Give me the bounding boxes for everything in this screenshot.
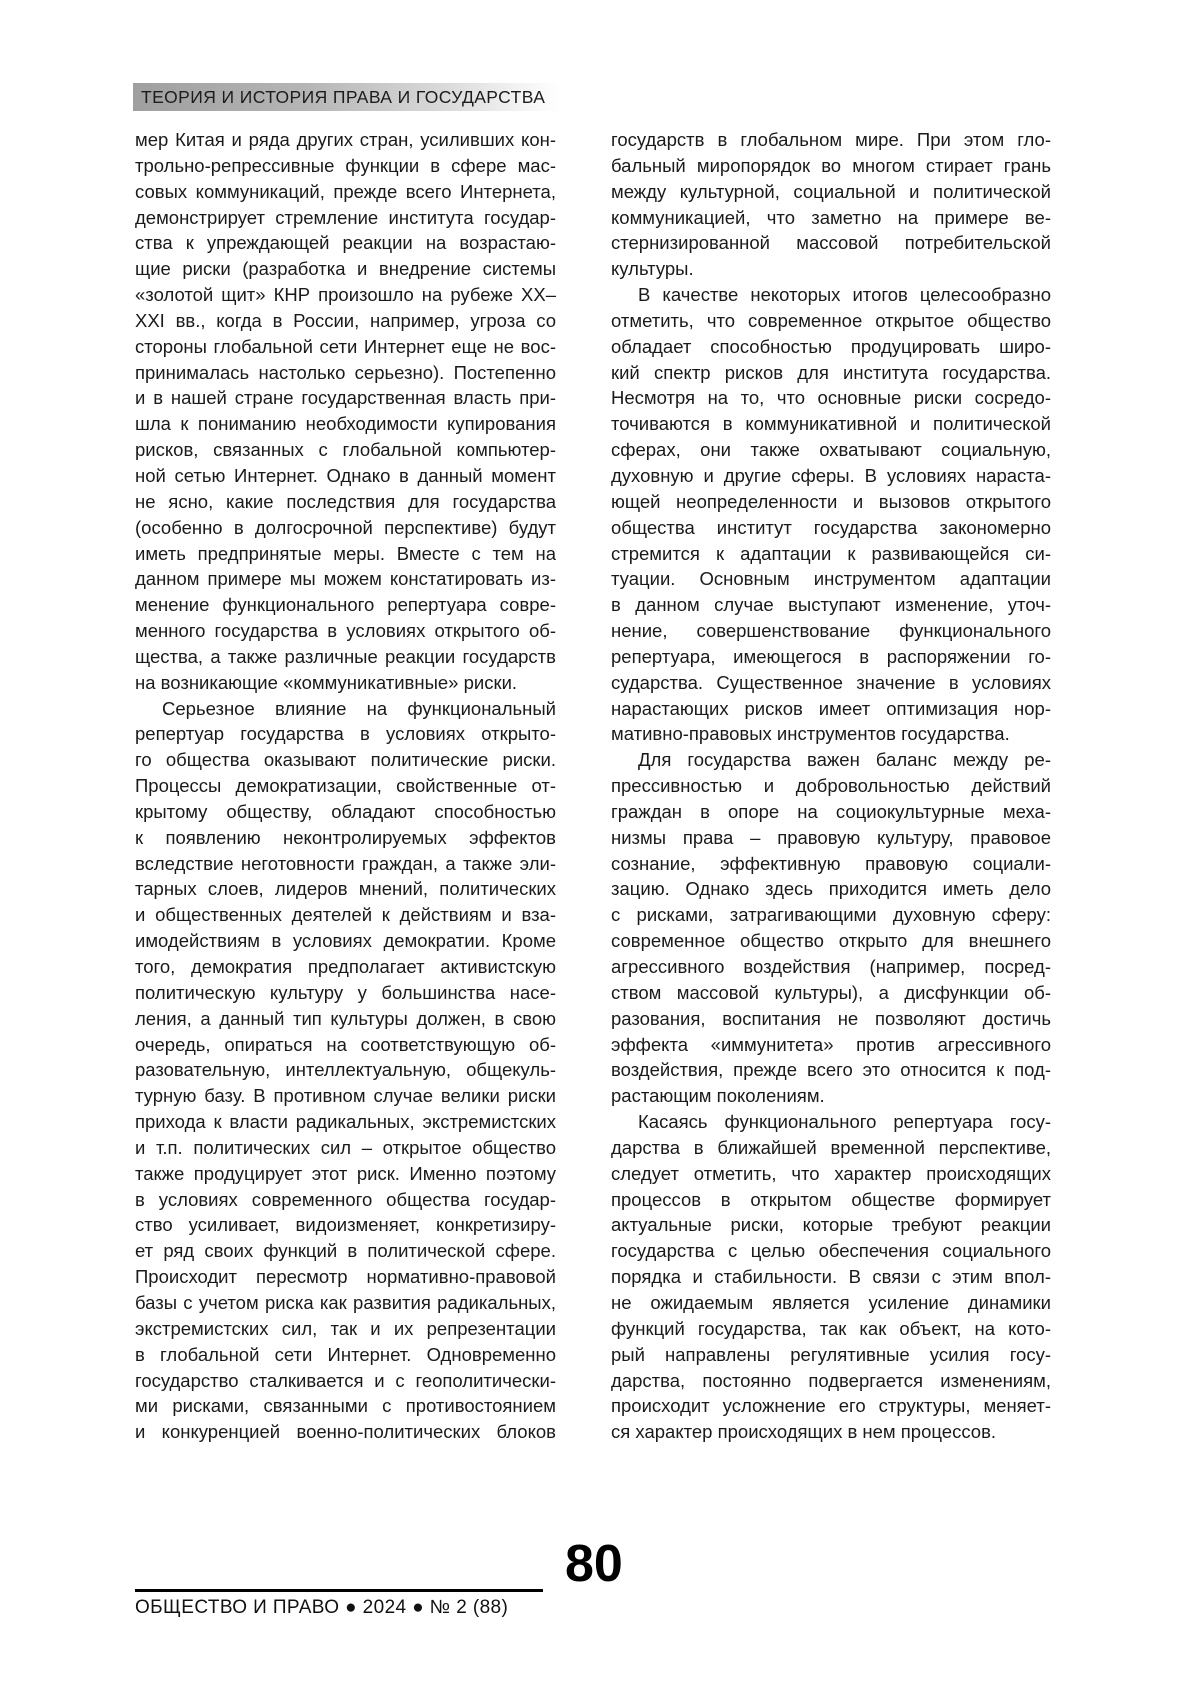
text-line: также продуцирует этот риск. Именно поэтому — [135, 1162, 556, 1184]
text-line: рисков, связанных с глобальной компьютер- — [135, 439, 556, 461]
text-line: не ожидаемым является усиление динамики — [611, 1291, 1051, 1313]
text-line: (особенно в долгосрочной перспективе) будут — [135, 516, 556, 538]
section-title: ТЕОРИЯ И ИСТОРИЯ ПРАВА И ГОСУДАРСТВА — [141, 86, 546, 107]
text-line: мативно-правовых инструментов государства. — [611, 723, 1010, 745]
text-line: Для государства важен баланс между ре- — [638, 749, 1051, 771]
text-line: между культурной, социальной и политической — [611, 180, 1051, 202]
text-line: шла к пониманию необходимости купирования — [135, 413, 556, 435]
paragraph — [611, 1109, 1051, 1445]
left-text-column — [135, 127, 556, 1445]
text-line: базы с учетом риска как развития радикальных, — [135, 1291, 556, 1313]
text-line: эффекта «иммунитета» против агрессивного — [611, 1033, 1051, 1055]
page-number: 80 — [565, 1535, 623, 1593]
text-line: стороны глобальной сети Интернет еще не вос- — [135, 335, 556, 357]
text-line: разования, воспитания не позволяют достичь — [611, 1007, 1051, 1029]
text-line: В качестве некоторых итогов целесообразно — [638, 284, 1051, 306]
text-line: сферах, они также охватывают социальную, — [611, 439, 1051, 461]
text-line: к появлению неконтролируемых эффектов — [135, 826, 556, 848]
text-line: обладает способностью продуцировать широ- — [611, 335, 1051, 357]
text-line: дарства, постоянно подвергается изменениям, — [611, 1369, 1051, 1391]
text-line: ством массовой культуры), а дисфункции об- — [611, 981, 1051, 1003]
right-text-column — [611, 127, 1051, 1445]
text-line: тарных слоев, лидеров мнений, политических — [135, 878, 556, 900]
journal-footer: ОБЩЕСТВО И ПРАВО ● 2024 ● № 2 (88) — [135, 1597, 509, 1618]
text-line: рый направлены регулятивные усилия госу- — [611, 1343, 1051, 1365]
text-line: данном примере мы можем констатировать из- — [135, 568, 556, 590]
text-line: на возникающие «коммуникативные» риски. — [135, 671, 518, 693]
text-line: происходит усложнение его структуры, меняет- — [611, 1395, 1051, 1417]
text-line: Серьезное влияние на функциональный — [162, 697, 556, 719]
text-line: демонстрирует стремление института государ- — [135, 206, 556, 228]
text-line: растающим поколениям. — [611, 1085, 825, 1107]
text-line: го общества оказывают политические риски. — [135, 749, 556, 771]
text-line: сударства. Существенное значение в условиях — [611, 671, 1051, 693]
text-line: точиваются в коммуникативной и политической — [611, 413, 1051, 435]
text-line: общества институт государства закономерно — [611, 516, 1051, 538]
text-line: ющей неопределенности и вызовов открытого — [611, 490, 1051, 512]
text-line: разовательную, интеллектуальную, общекуль- — [135, 1059, 556, 1081]
text-line: воздействия, прежде всего это относится к под- — [611, 1059, 1051, 1081]
text-line: Происходит пересмотр нормативно-правовой — [135, 1266, 556, 1288]
text-line: нение, совершенствование функционального — [611, 620, 1051, 642]
text-line: Касаясь функционального репертуара госу- — [638, 1111, 1051, 1133]
text-line: и в нашей стране государственная власть при- — [135, 387, 556, 409]
text-line: функций государства, так как объект, на кото- — [611, 1317, 1051, 1339]
text-line: стернизированной массовой потребительской — [611, 232, 1051, 254]
text-line: актуальные риски, которые требуют реакции — [611, 1214, 1051, 1236]
text-line: бальный миропорядок во многом стирает грань — [611, 154, 1051, 176]
text-line: ет ряд своих функций в политической сфере. — [135, 1240, 556, 1262]
paragraph — [611, 747, 1051, 1109]
text-line: ся характер происходящих в нем процессов. — [611, 1421, 997, 1443]
text-line: менение функционального репертуара совре- — [135, 594, 556, 616]
text-line: того, демократия предполагает активистскую — [135, 956, 556, 977]
text-line: очередь, опираться на соответствующую об- — [135, 1033, 556, 1055]
text-line: современное общество открыто для внешнего — [611, 930, 1051, 952]
text-line: в глобальной сети Интернет. Одновременно — [135, 1343, 556, 1365]
text-line: нарастающих рисков имеет оптимизация нор- — [611, 697, 1051, 719]
text-line: не ясно, какие последствия для государства — [135, 490, 556, 512]
text-line: имодействиям в условиях демократии. Кроме — [135, 930, 556, 952]
text-line: экстремистских сил, так и их репрезентации — [135, 1317, 556, 1339]
text-line: вследствие неготовности граждан, а также эли- — [135, 852, 556, 874]
text-line: кий спектр рисков для института государства. — [611, 361, 1051, 383]
text-line: репертуара, имеющегося в распоряжении го- — [611, 645, 1051, 667]
text-line: прихода к власти радикальных, экстремистских — [135, 1111, 556, 1133]
text-line: XXI вв., когда в России, например, угроза со — [135, 309, 556, 331]
text-line: «золотой щит» КНР произошло на рубеже XX– — [135, 284, 556, 306]
section-header-band — [133, 83, 563, 111]
text-line: стремится к адаптации к развивающейся си- — [611, 542, 1051, 564]
text-line: граждан в опоре на социокультурные меха- — [611, 800, 1051, 822]
text-line: государство сталкивается и с геополитически- — [135, 1369, 556, 1391]
text-line: Несмотря на то, что основные риски сосредо- — [611, 387, 1051, 409]
text-line: политическую культуру у большинства насе- — [135, 981, 556, 1003]
text-line: крытому обществу, обладают способностью — [135, 800, 556, 822]
paragraph — [135, 696, 556, 1445]
text-line: в условиях современного общества государ- — [135, 1188, 556, 1210]
text-line: процессов в открытом обществе формирует — [611, 1188, 1051, 1210]
text-line: агрессивного воздействия (например, посред- — [611, 956, 1051, 977]
text-line: иметь предпринятые меры. Вместе с тем на — [135, 542, 556, 564]
text-line: культуры. — [611, 258, 694, 280]
text-line: и конкуренцией военно-политических блоков — [135, 1421, 556, 1443]
text-line: менного государства в условиях открытого об- — [135, 620, 556, 642]
text-line: ство усиливает, видоизменяет, конкретизиру- — [135, 1214, 556, 1236]
text-line: с рисками, затрагивающими духовную сферу: — [611, 904, 1051, 926]
text-line: щества, а также различные реакции государств — [135, 645, 556, 667]
paragraph — [611, 282, 1051, 747]
text-line: совых коммуникаций, прежде всего Интернета, — [135, 180, 556, 202]
text-line: отметить, что современное открытое общество — [611, 309, 1051, 331]
text-line: порядка и стабильности. В связи с этим впол- — [611, 1266, 1051, 1288]
text-line: коммуникацией, что заметно на примере ве- — [611, 206, 1051, 228]
text-line: Процессы демократизации, свойственные от- — [135, 775, 556, 797]
text-line: туации. Основным инструментом адаптации — [611, 568, 1051, 590]
text-line: духовную и другие сферы. В условиях нараста- — [611, 464, 1051, 486]
text-line: сознание, эффективную правовую социали- — [611, 852, 1051, 874]
text-line: щие риски (разработка и внедрение системы — [135, 258, 556, 280]
footer-rule — [135, 1589, 543, 1592]
text-line: государства с целью обеспечения социального — [611, 1240, 1051, 1262]
text-line: в данном случае выступают изменение, уточ- — [611, 594, 1051, 616]
text-line: принималась настолько серьезно). Постепенно — [135, 361, 556, 383]
text-line: низмы права – правовую культуру, правовое — [611, 826, 1051, 848]
text-line: государств в глобальном мире. При этом гло- — [611, 129, 1051, 150]
text-line: и общественных деятелей к действиям и вза- — [135, 904, 556, 926]
text-line: следует отметить, что характер происходящих — [611, 1162, 1051, 1184]
text-line: мер Китая и ряда других стран, усиливших кон- — [135, 129, 556, 150]
text-line: репертуар государства в условиях открыто- — [135, 723, 556, 745]
text-line: трольно-репрессивные функции в сфере мас- — [135, 154, 556, 176]
text-line: дарства в ближайшей временной перспективе, — [611, 1136, 1051, 1158]
text-line: ления, а данный тип культуры должен, в свою — [135, 1007, 556, 1029]
text-line: турную базу. В противном случае велики риски — [135, 1085, 556, 1107]
text-line: и т.п. политических сил – открытое общество — [135, 1136, 556, 1158]
paragraph — [135, 127, 556, 696]
text-line: прессивностью и добровольностью действий — [611, 775, 1051, 797]
text-line: ми рисками, связанными с противостоянием — [135, 1395, 556, 1417]
text-line: ной сетью Интернет. Однако в данный момент — [135, 464, 556, 486]
text-line: ства к упреждающей реакции на возрастаю- — [135, 232, 556, 254]
text-line: зацию. Однако здесь приходится иметь дело — [611, 878, 1051, 900]
paragraph — [611, 127, 1051, 282]
